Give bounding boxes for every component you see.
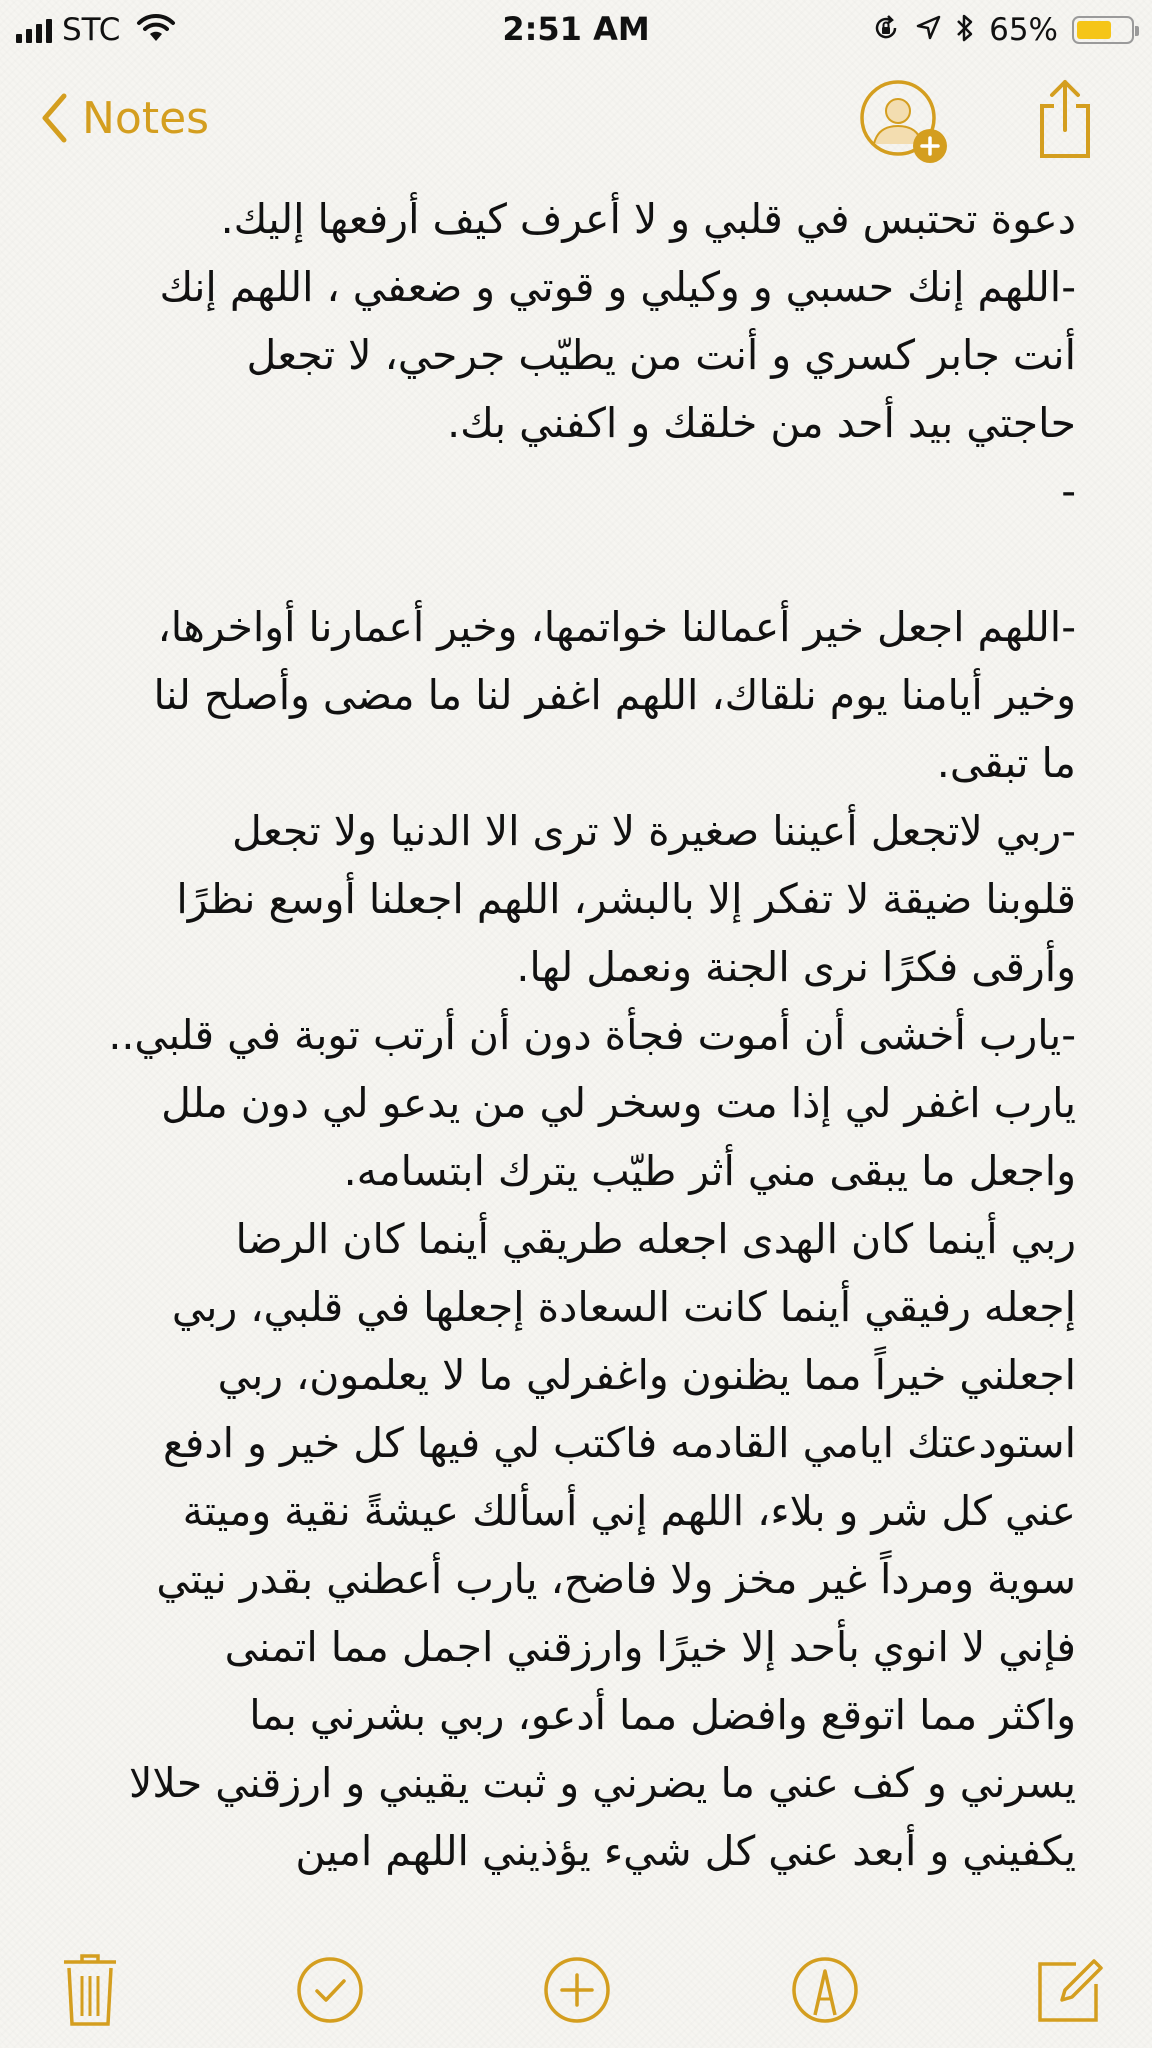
note-line: -ربي لاتجعل أعيننا صغيرة لا ترى الا الدنيا ولا تجعل (232, 807, 1076, 855)
add-button[interactable] (537, 1950, 617, 2030)
bluetooth-icon (955, 12, 975, 48)
note-line: يسرني و كف عني ما يضرني و ثبت يقيني و ارزقني حلالا (129, 1759, 1076, 1807)
note-line: دعوة تحتبس في قلبي و لا أعرف كيف أرفعها إليك. (220, 195, 1076, 243)
share-icon (1030, 72, 1100, 162)
trash-icon (60, 1952, 120, 2028)
note-body[interactable] (60, 185, 1076, 1885)
share-button[interactable] (1030, 72, 1100, 162)
back-button[interactable] (40, 88, 209, 148)
battery-level (1077, 21, 1111, 39)
note-line: استودعتك ايامي القادمه فاكتب لي فيها كل خير و ادفع (162, 1419, 1076, 1467)
note-line: قلوبنا ضيقة لا تفكر إلا بالبشر، اللهم اجعلنا أوسع نظرًا (176, 875, 1076, 923)
note-line: عني كل شر و بلاء، اللهم إني أسألك عيشةً نقية وميتة (182, 1487, 1076, 1535)
add-people-button[interactable] (858, 78, 958, 168)
note-line: ربي أينما كان الهدى اجعله طريقي أينما كان الرضا (235, 1215, 1076, 1263)
compose-button[interactable] (1030, 1950, 1110, 2030)
battery-icon (1072, 16, 1134, 44)
note-line: سوية ومرداً غير مخز ولا فاضح، يارب أعطني بقدر نيتي (156, 1555, 1076, 1603)
add-people-icon (858, 78, 958, 168)
status-time: 2:51 AM (502, 10, 650, 48)
note-line: -يارب أخشى أن أموت فجأة دون أن أرتب توبة في قلبي.. (108, 1011, 1076, 1059)
location-icon (915, 14, 941, 46)
note-line: إجعله رفيقي أينما كانت السعادة إجعلها في قلبي، ربي (171, 1283, 1076, 1331)
bottom-toolbar (0, 1940, 1152, 2030)
markup-button[interactable] (785, 1950, 865, 2030)
note-line: أنت جابر كسري و أنت من يطيّب جرحي، لا تجعل (246, 331, 1076, 379)
checklist-icon (295, 1955, 365, 2025)
note-line: ما تبقى. (936, 739, 1076, 787)
note-line: وأرقى فكرًا نرى الجنة ونعمل لها. (516, 943, 1076, 991)
delete-button[interactable] (50, 1950, 130, 2030)
markup-icon (790, 1955, 860, 2025)
note-line: حاجتي بيد أحد من خلقك و اكفني بك. (447, 399, 1076, 447)
note-line: واكثر مما اتوقع وافضل مما أدعو، ربي بشرني بما (249, 1691, 1076, 1739)
checklist-button[interactable] (290, 1950, 370, 2030)
status-bar (0, 0, 1152, 60)
add-icon (542, 1955, 612, 2025)
status-right (871, 10, 1134, 50)
note-line: يارب اغفر لي إذا مت وسخر لي من يدعو لي دون ملل (161, 1079, 1076, 1127)
note-line: واجعل ما يبقى مني أثر طيّب يترك ابتسامه. (343, 1147, 1076, 1195)
note-line: اجعلني خيراً مما يظنون واغفرلي ما لا يعلمون، ربي (217, 1351, 1076, 1399)
note-line: وخير أيامنا يوم نلقاك، اللهم اغفر لنا ما مضى وأصلح لنا (153, 671, 1076, 719)
compose-icon (1032, 1952, 1108, 2028)
note-line: -اللهم اجعل خير أعمالنا خواتمها، وخير أعمارنا أواخرها، (157, 603, 1076, 651)
note-line: فإني لا انوي بأحد إلا خيرًا وارزقني اجمل مما اتمنى (224, 1623, 1076, 1671)
back-label: Notes (82, 92, 210, 144)
battery-percent: 65% (989, 12, 1058, 48)
note-line: يكفيني و أبعد عني كل شيء يؤذيني اللهم امين (295, 1827, 1076, 1875)
note-line: - (1061, 467, 1076, 515)
nav-bar (0, 60, 1152, 170)
note-line (60, 525, 1076, 593)
orientation-lock-icon (871, 13, 901, 47)
chevron-left-icon (40, 92, 68, 144)
note-line: -اللهم إنك حسبي و وكيلي و قوتي و ضعفي ، اللهم إنك (159, 263, 1076, 311)
carrier-name: STC (62, 12, 121, 48)
